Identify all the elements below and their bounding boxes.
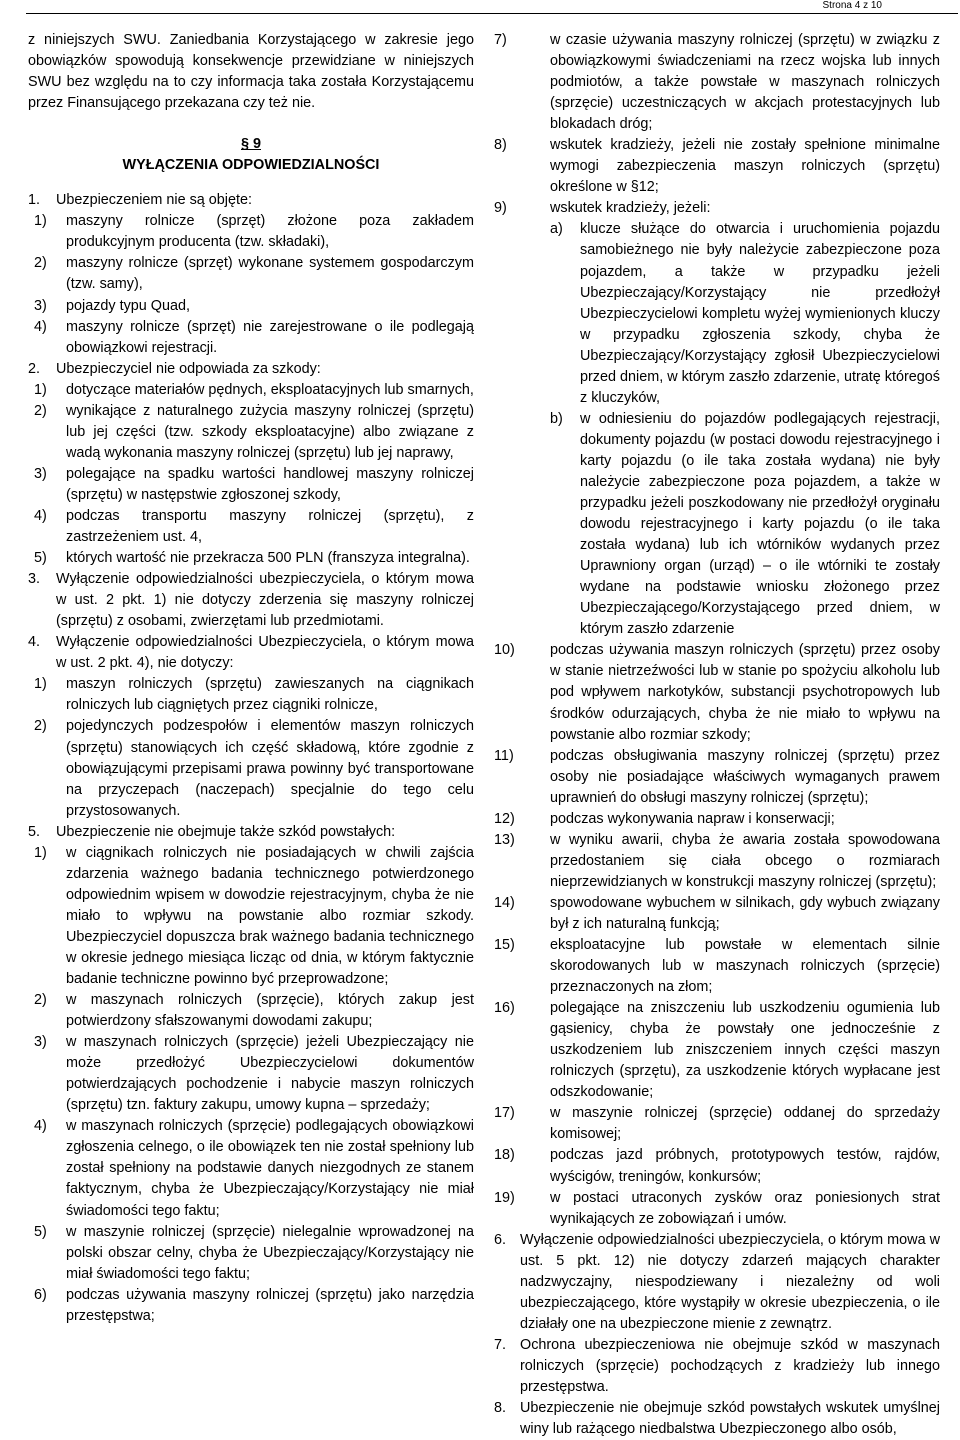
item-number: 8)	[494, 137, 507, 154]
spacer	[28, 176, 474, 190]
paragraph-number: 5.	[28, 823, 41, 840]
item-number: 1)	[34, 213, 47, 230]
paragraph-7	[494, 1335, 940, 1398]
item-number: 11)	[494, 747, 514, 764]
paragraph-text: Ubezpieczenie nie obejmuje szkód powstałych wskutek umyślnej winy lub rażącego niedbalstwa Ubezpieczonego albo osób,	[520, 1400, 940, 1438]
item-number: 3)	[34, 1034, 47, 1051]
header-rule	[26, 13, 958, 14]
item-number: 4)	[34, 1118, 47, 1135]
item-number: 4)	[34, 318, 47, 335]
item-text: spowodowane wybuchem w silnikach, gdy wybuch związany był z ich naturalną funkcją;	[550, 894, 940, 932]
sub-item	[494, 219, 940, 408]
list-item	[28, 990, 474, 1032]
item-number: 1)	[34, 844, 47, 861]
item-number: 19)	[494, 1189, 515, 1206]
item-text: dotyczące materiałów pędnych, eksploatacyjnych lub smarnych,	[66, 381, 474, 398]
paragraph-number: 4.	[28, 634, 41, 651]
list-item	[28, 716, 474, 821]
item-text: podczas transportu maszyny rolniczej (sprzętu), z zastrzeżeniem ust. 4,	[66, 507, 474, 546]
item-text: polegające na spadku wartości handlowej maszyny rolniczej (sprzętu) w następstwie zgłoszonej szkody,	[66, 465, 474, 503]
paragraph-number: 3.	[28, 571, 41, 588]
list-item	[28, 843, 474, 990]
list-item	[28, 253, 474, 295]
list-item	[28, 401, 474, 464]
paragraph-number: 7.	[494, 1336, 507, 1353]
paragraph-number: 8.	[494, 1400, 507, 1417]
paragraph-text: Wyłączenie odpowiedzialności Ubezpieczyciela, o którym mowa w ust. 2 pkt. 4), nie dotyczy:	[56, 634, 474, 672]
sub-item-text: klucze służące do otwarcia i uruchomienia pojazdu samobieżnego nie były należycie zabezpieczone poza pojazdem, a także w przypadku jeżeli Ubezpieczający/Korzystający nie przedłożył Ubezpieczycielowi kompletu wyżej wymienionych kluczy w przypadku zgłoszenia szkody, chyba że Ubezpieczający/Korzystający zgłosił Ubezpieczycielowi przed dniem, w którym zaszło zdarzenie, utratę któregoś z kluczyków,	[580, 221, 940, 406]
item-text: pojedynczych podzespołów i elementów maszyn rolniczych (sprzętu) stanowiących ich część składową, które zgodnie z obowiązującymi przepisami prawa powinny być transportowane na przyczepach (naczepach) specjalnie do tego celu przystosowanych.	[66, 718, 474, 819]
item-number: 2)	[34, 255, 47, 272]
item-number: 6)	[34, 1286, 47, 1303]
item-text: pojazdy typu Quad,	[66, 297, 190, 314]
list-item	[494, 1103, 940, 1145]
paragraph-text: Wyłączenie odpowiedzialności ubezpieczyciela, o którym mowa w ust. 5 pkt. 12) nie dotyczy zdarzeń mających charakter nadzwyczajny, niespodziewany i niezależny od woli ubezpieczającego, które wystąpiły w okresie ubezpieczenia, o ile działały one na ubezpieczone mienie z zewnątrz.	[520, 1231, 940, 1332]
item-text: podczas jazd próbnych, prototypowych testów, rajdów, wyścigów, treningów, konkursów;	[550, 1147, 940, 1185]
item-text: podczas obsługiwania maszyny rolniczej (sprzętu) przez osoby nie posiadające właściwych wymaganych prawem uprawnień do obsługi maszyny rolniczej (sprzętu);	[550, 747, 940, 806]
sub-item	[494, 409, 940, 641]
paragraph-3	[28, 569, 474, 632]
item-number: 2)	[34, 718, 47, 735]
item-text: w wyniku awarii, chyba że awaria została spowodowana przedostaniem się ciała obcego o rozmiarach nieprzewidzianych w konstrukcji maszyny rolniczej (sprzętu);	[550, 831, 940, 890]
item-text: podczas używania maszyny rolniczej (sprzętu) jako narzędzia przestępstwa;	[66, 1286, 474, 1324]
list-item	[28, 506, 474, 548]
item-number: 15)	[494, 937, 515, 954]
list-item	[494, 998, 940, 1103]
item-text: polegające na zniszczeniu lub uszkodzeniu ogumienia lub gąsienicy, chyba że powstały one jednocześnie z uszkodzeniem lub zniszczeniem innych części maszyn rolniczych (sprzętu), za uszkodzenie których wypłacane jest odszkodowanie;	[550, 1000, 940, 1101]
list-item	[28, 380, 474, 401]
item-number: 18)	[494, 1147, 515, 1164]
section-number: § 9	[240, 136, 261, 153]
item-number: 17)	[494, 1105, 515, 1122]
item-text: w maszynach rolniczych (sprzęcie) jeżeli Ubezpieczający nie może przedłożyć Ubezpieczycielowi dokumentów potwierdzających pochodzenie i nabycie maszyn rolniczych (sprzętu) tzn. faktury zakupu, umowy kupna – sprzedaży;	[66, 1034, 474, 1114]
paragraph-number: 1.	[28, 192, 41, 209]
paragraph-2	[28, 359, 474, 380]
list-item	[28, 1116, 474, 1221]
list-item	[494, 809, 940, 830]
list-item	[494, 830, 940, 893]
list-item	[494, 746, 940, 809]
list-item	[494, 640, 940, 745]
sub-item-letter: b)	[550, 410, 563, 427]
item-text: wynikające z naturalnego zużycia maszyny rolniczej (sprzętu) lub jej części (tzw. szkody eksploatacyjne) albo związane z wadą wykonania maszyny rolniczej (sprzętu) lub jej naprawy,	[66, 402, 474, 461]
item-number: 13)	[494, 831, 515, 848]
paragraph-5	[28, 822, 474, 843]
item-text: w maszynach rolniczych (sprzęcie), których zakup jest potwierdzony sfałszowanymi dowodami zakupu;	[66, 992, 474, 1030]
paragraph-number: 2.	[28, 360, 41, 377]
sub-item-text: w odniesieniu do pojazdów podlegających rejestracji, dokumenty pojazdu (w postaci dowodu rejestracyjnego i karty pojazdu (o ile taka została wydana) nie były należycie zabezpieczone poza pojazdem, a także w przypadku jeżeli poszkodowany nie przedłożył oryginału dowodu rejestracyjnego i karty pojazdu (o ile taka została wydana) lub ich wtórników wydanych przez Uprawniony organ (urząd) – o ile wtórniki te zostały wydane na podstawie wniosku złożonego przez Ubezpieczającego/Korzystającego przed dniem, w którym zaszło zdarzenie	[580, 410, 940, 638]
list-item	[494, 935, 940, 998]
list-item	[28, 464, 474, 506]
section-title: WYŁĄCZENIA ODPOWIEDZIALNOŚCI	[122, 157, 380, 174]
section-heading	[28, 134, 474, 176]
paragraph-text: Ubezpieczyciel nie odpowiada za szkody:	[56, 360, 321, 377]
right-column	[494, 30, 940, 1440]
paragraph-8	[494, 1398, 940, 1440]
item-text: wskutek kradzieży, jeżeli:	[550, 200, 711, 217]
item-number: 5)	[34, 1223, 47, 1240]
item-text: w czasie używania maszyny rolniczej (sprzętu) w związku z obowiązkowymi świadczeniami na rzecz wojska lub innych podmiotów, a także powstałe w maszynach rolniczych (sprzęcie) uczestniczących w akcjach protestacyjnych lub blokadach dróg;	[550, 32, 940, 133]
item-text: w ciągnikach rolniczych nie posiadających w chwili zajścia zdarzenia ważnego badania technicznego potwierdzonego odpowiednim wpisem w dowodzie rejestracyjnym, chyba że nie miało to wpływu na powstanie albo rozmiar szkody. Ubezpieczyciel dopuszcza brak ważnego badania technicznego w okresie jednego miesiąca licząc od dnia, w którym faktycznie badanie techniczne powinno być przeprowadzone;	[66, 844, 474, 988]
item-number: 4)	[34, 507, 47, 524]
item-number: 1)	[34, 381, 47, 398]
paragraph-text: Wyłączenie odpowiedzialności ubezpieczyciela, o którym mowa w ust. 2 pkt. 1) nie dotyczy zderzenia się maszyny rolniczej (sprzętu) z osobami, zwierzętami lub przedmiotami.	[56, 571, 474, 630]
item-text: maszyn rolniczych (sprzętu) zawieszanych na ciągnikach rolniczych lub ciągniętych przez ciągniki rolnicze,	[66, 676, 474, 714]
item-number: 1)	[34, 676, 47, 693]
item-text: maszyny rolnicze (sprzęt) złożone poza zakładem produkcyjnym producenta (tzw. składaki),	[66, 213, 474, 251]
paragraph-text: Ochrona ubezpieczeniowa nie obejmuje szkód w maszynach rolniczych (sprzęcie) pochodzących z kradzieży lub innego przestępstwa.	[520, 1336, 940, 1395]
paragraph-number: 6.	[494, 1231, 507, 1248]
paragraph-4	[28, 632, 474, 674]
list-item	[28, 317, 474, 359]
paragraph-1	[28, 190, 474, 211]
item-text: wskutek kradzieży, jeżeli nie zostały spełnione minimalne wymogi zabezpieczenia maszyn rolniczych (sprzętu) określone w §12;	[550, 137, 940, 196]
item-number: 12)	[494, 810, 515, 827]
item-text: których wartość nie przekracza 500 PLN (franszyza integralna).	[66, 550, 470, 567]
item-text: w maszynach rolniczych (sprzęcie) podlegających obowiązkowi zgłoszenia celnego, o ile obowiązek ten nie został spełniony lub został spełniony na podstawie danych niezgodnych ze stanem faktycznym, chyba że Ubezpieczający/Korzystający nie miał świadomości tego faktu;	[66, 1118, 474, 1219]
list-item	[28, 1285, 474, 1327]
item-number: 3)	[34, 297, 47, 314]
item-text: w maszynie rolniczej (sprzęcie) nielegalnie wprowadzonej na polski obszar celny, chyba że Ubezpieczający/Korzystający nie miał świadomości tego faktu;	[66, 1223, 474, 1282]
list-item	[28, 548, 474, 569]
list-item	[494, 135, 940, 198]
list-item	[494, 1188, 940, 1230]
page-number: Strona 4 z 10	[822, 0, 882, 11]
list-item	[28, 211, 474, 253]
list-item	[28, 296, 474, 317]
item-number: 9)	[494, 200, 507, 217]
list-item	[494, 893, 940, 935]
paragraph-text: Ubezpieczeniem nie są objęte:	[56, 192, 252, 209]
item-number: 14)	[494, 894, 515, 911]
paragraph-6	[494, 1230, 940, 1335]
item-number: 5)	[34, 550, 47, 567]
item-number: 7)	[494, 32, 507, 48]
item-text: maszyny rolnicze (sprzęt) wykonane systemem gospodarczym (tzw. samy),	[66, 255, 474, 293]
list-item	[28, 1222, 474, 1285]
item-text: w maszynie rolniczej (sprzęcie) oddanej do sprzedaży komisowej;	[550, 1105, 940, 1143]
sub-item-letter: a)	[550, 221, 563, 238]
list-item	[28, 1032, 474, 1116]
list-item	[494, 198, 940, 219]
item-text: podczas wykonywania napraw i konserwacji;	[550, 810, 835, 827]
item-text: eksploatacyjne lub powstałe w elementach silnie skorodowanych lub w maszynach rolniczych (sprzęcie) przeznaczonych na złom;	[550, 937, 940, 996]
item-number: 2)	[34, 992, 47, 1009]
paragraph-text: Ubezpieczenie nie obejmuje także szkód powstałych:	[56, 823, 396, 840]
left-column	[28, 30, 474, 1327]
item-number: 16)	[494, 1000, 515, 1017]
item-text: w postaci utraconych zysków oraz poniesionych strat wynikających ze zobowiązań i umów.	[550, 1189, 940, 1227]
item-number: 2)	[34, 402, 47, 419]
list-item	[494, 30, 940, 135]
intro-paragraph: z niniejszych SWU. Zaniedbania Korzystającego w zakresie jego obowiązków spowodują konsekwencje przewidziane w niniejszych SWU bez względu na to czy informacja taka została Korzystającemu przez Finansującego przekazana czy też nie.	[28, 32, 474, 112]
item-number: 3)	[34, 465, 47, 482]
item-text: podczas używania maszyn rolniczych (sprzętu) przez osoby w stanie nietrzeźwości lub w stanie po spożyciu alkoholu lub pod wpływem narkotyków, substancji psychotropowych lub środków odurzających, chyba że nie miało to wpływu na powstanie albo rozmiar szkody;	[550, 642, 940, 743]
list-item	[28, 674, 474, 716]
item-text: maszyny rolnicze (sprzęt) nie zarejestrowane o ile podlegają obowiązkowi rejestracji.	[66, 318, 474, 356]
list-item	[494, 1145, 940, 1187]
item-number: 10)	[494, 642, 515, 659]
